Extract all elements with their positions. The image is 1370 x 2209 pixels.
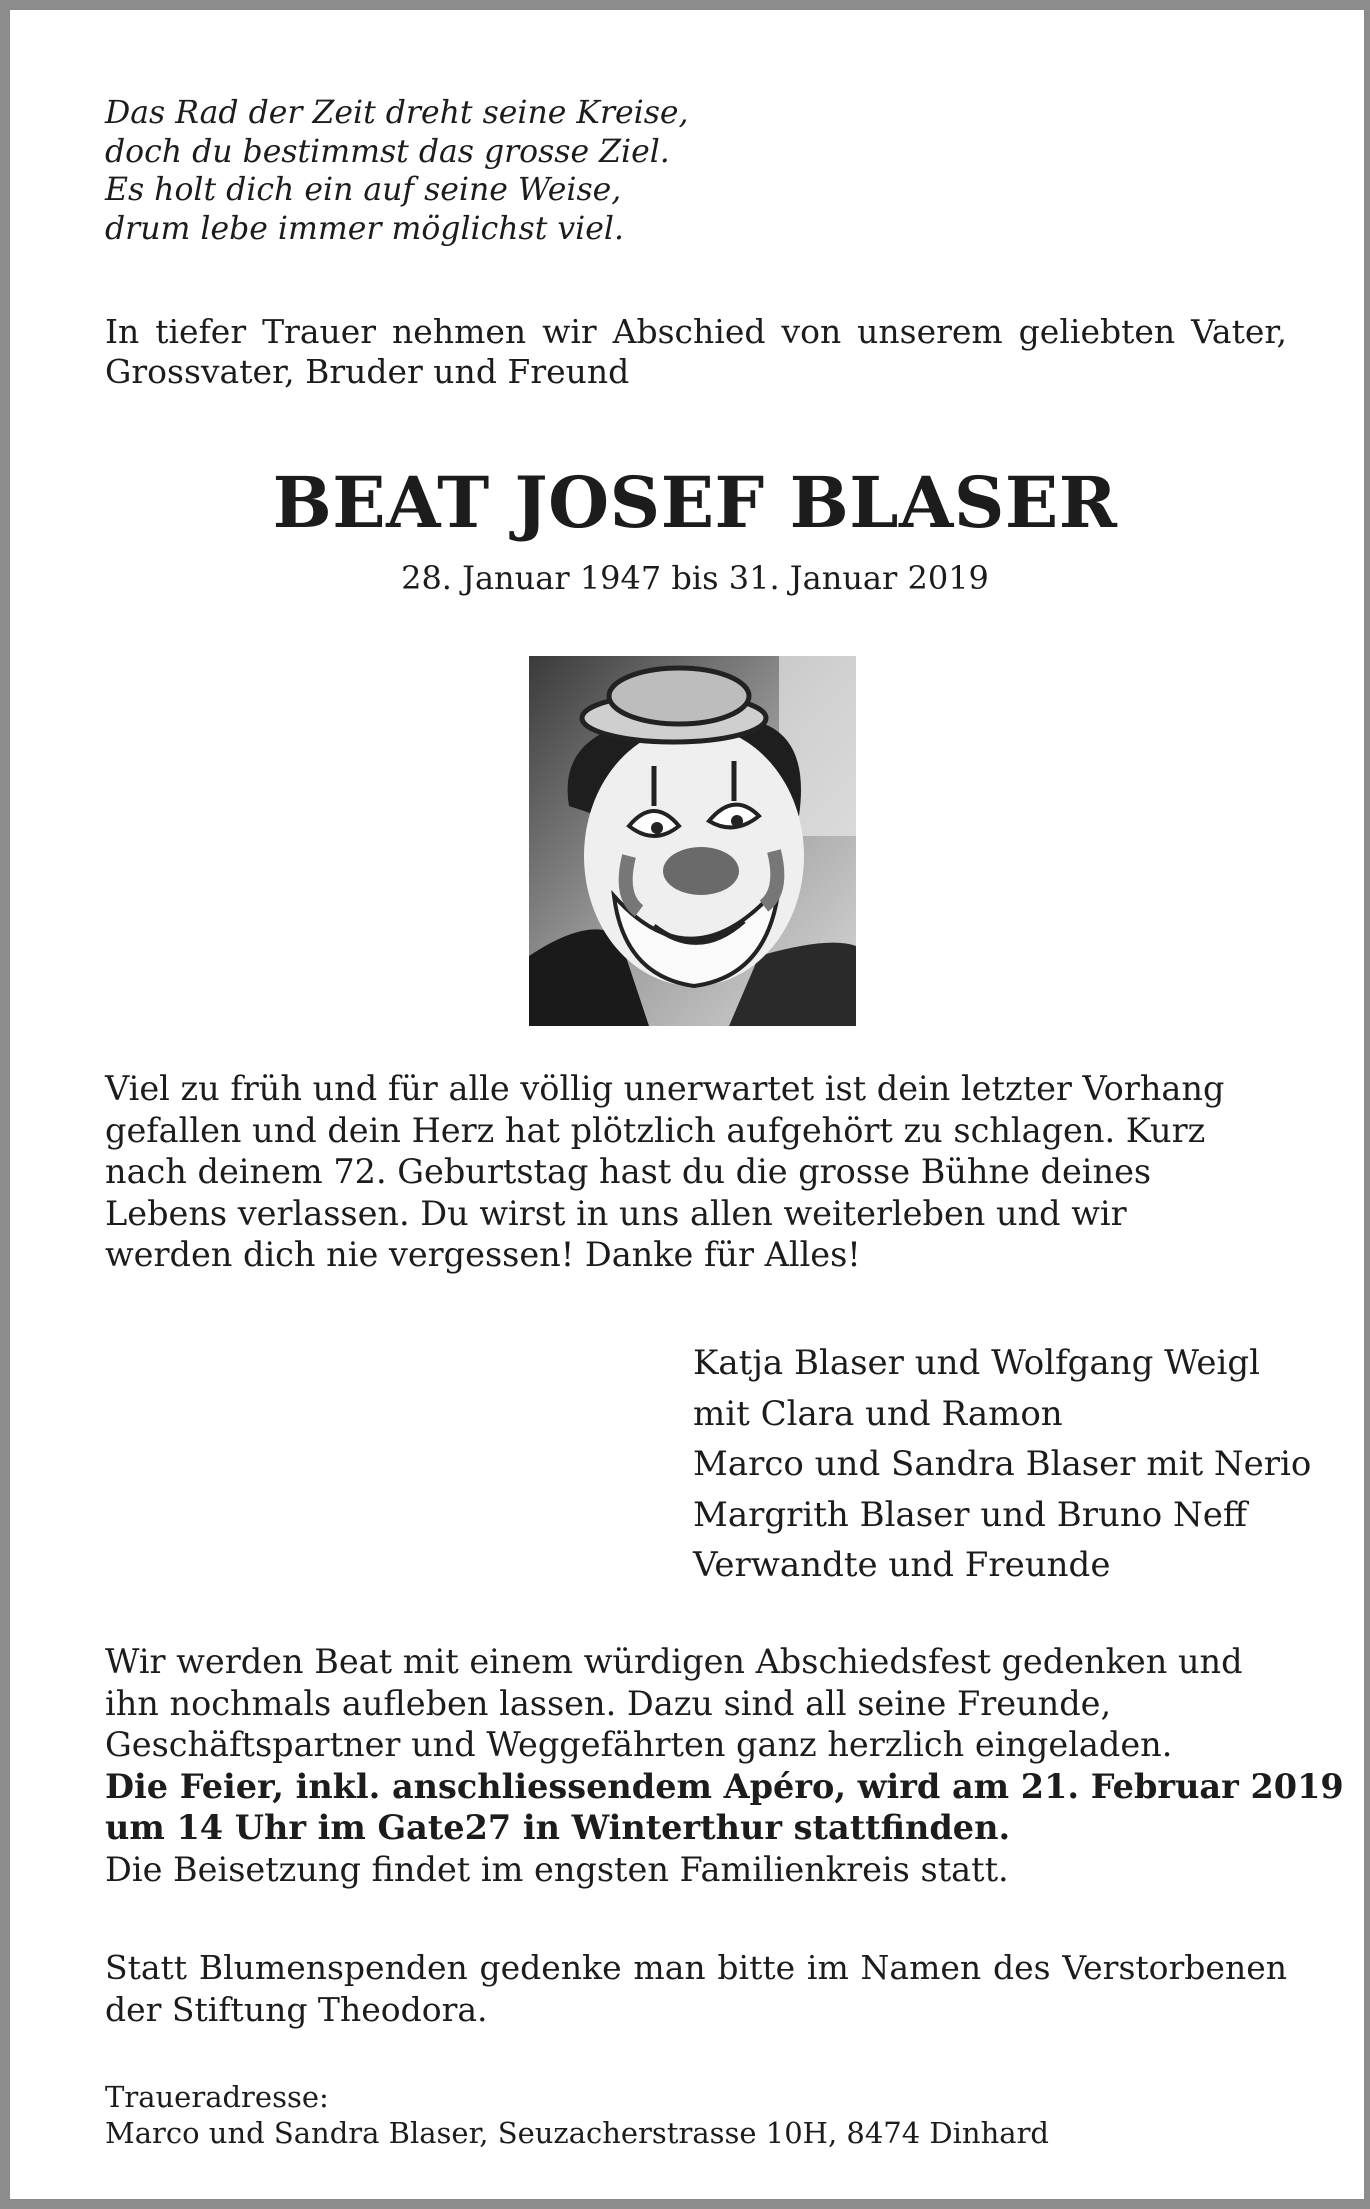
tribute-line: nach deinem 72. Geburtstag hast du die grosse Bühne deines	[105, 1152, 1152, 1191]
intro-text: In tiefer Trauer nehmen wir Abschied von unserem geliebten Vater, Grossvater, Bruder und Freund	[105, 312, 1287, 391]
mourner-line: mit Clara und Ramon	[693, 1393, 1063, 1434]
tribute-line: Viel zu früh und für alle völlig unerwartet ist dein letzter Vorhang	[105, 1069, 1225, 1108]
clown-portrait	[529, 656, 856, 1026]
poem	[105, 94, 1005, 248]
poem-line: Das Rad der Zeit dreht seine Kreise,	[105, 95, 689, 131]
address-label: Traueradresse:	[105, 2080, 329, 2114]
donation-note: Statt Blumenspenden gedenke man bitte im Namen des Verstorbenen der Stiftung Theodora.	[105, 1948, 1287, 2029]
mourner-line: Katja Blaser und Wolfgang Weigl	[693, 1343, 1260, 1383]
poem-line: drum lebe immer möglichst viel.	[105, 210, 624, 247]
mourners-list	[693, 1338, 1333, 1591]
tribute-line: Lebens verlassen. Du wirst in uns allen weiterleben und wir	[105, 1193, 1127, 1233]
mourner-line: Margrith Blaser und Bruno Neff	[693, 1494, 1248, 1535]
poem-line: doch du bestimmst das grosse Ziel.	[105, 133, 670, 170]
tribute-line: werden dich nie vergessen! Danke für Alles!	[105, 1235, 861, 1274]
burial-note: Die Beisetzung findet im engsten Familienkreis statt.	[105, 1849, 1009, 1889]
deceased-name: BEAT JOSEF BLASER	[272, 461, 1118, 544]
memorial-event	[105, 1641, 1344, 1890]
event-line: Wir werden Beat mit einem würdigen Abschiedsfest gedenken und	[105, 1642, 1243, 1681]
event-details-line: Die Feier, inkl. anschliessendem Apéro, wird am 21. Februar 2019	[105, 1766, 1344, 1806]
tribute-text	[105, 1068, 1305, 1276]
mourning-address	[105, 2079, 1305, 2151]
life-dates: 28. Januar 1947 bis 31. Januar 2019	[401, 559, 989, 597]
address-value: Marco und Sandra Blaser, Seuzacherstrasse 10H, 8474 Dinhard	[105, 2116, 1050, 2150]
event-line: ihn nochmals aufleben lassen. Dazu sind all seine Freunde,	[105, 1683, 1112, 1723]
event-line: Geschäftspartner und Weggefährten ganz herzlich eingeladen.	[105, 1725, 1173, 1764]
mourner-line: Marco und Sandra Blaser mit Nerio	[693, 1444, 1312, 1484]
tribute-line: gefallen und dein Herz hat plötzlich aufgehört zu schlagen. Kurz	[105, 1110, 1206, 1150]
mourner-line: Verwandte und Freunde	[693, 1545, 1111, 1585]
poem-line: Es holt dich ein auf seine Weise,	[105, 172, 622, 208]
event-details-line: um 14 Uhr im Gate27 in Winterthur stattfinden.	[105, 1808, 1011, 1847]
